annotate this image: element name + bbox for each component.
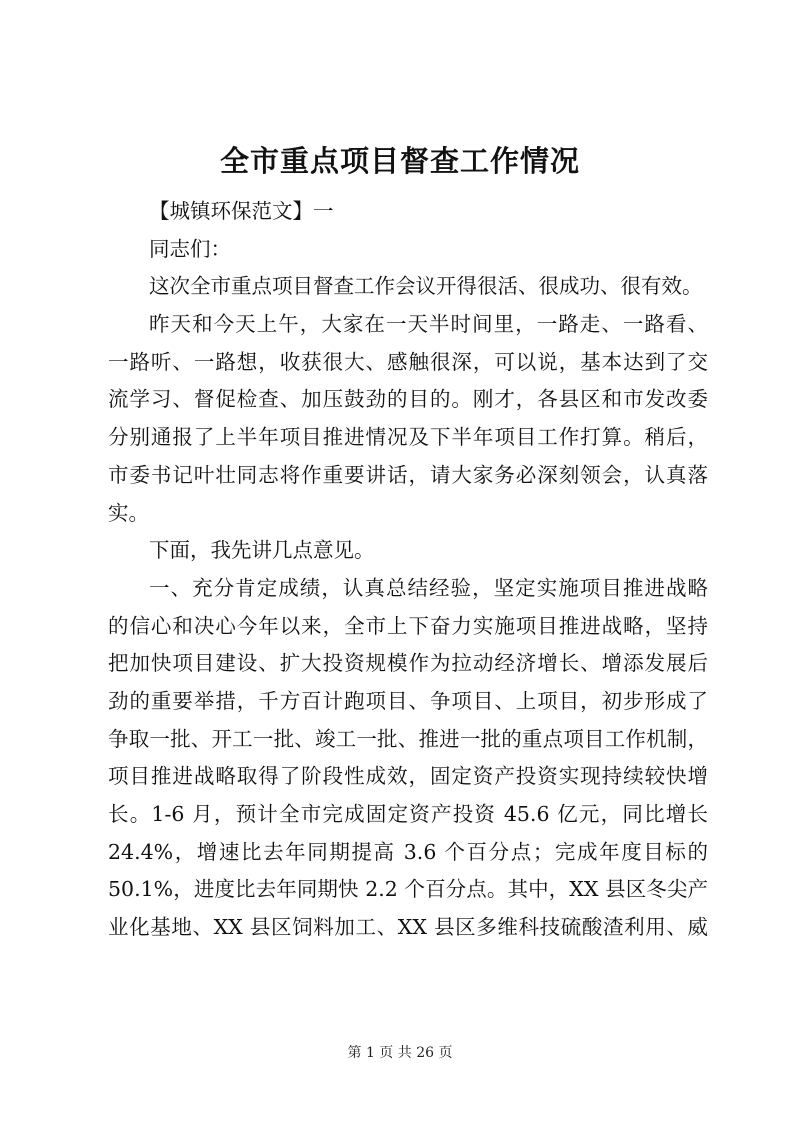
document-body <box>108 193 708 947</box>
paragraph-line: 业化基地、XX 县区饲料加工、XX 县区多维科技硫酸渣利用、威 <box>108 915 708 940</box>
paragraph-line: 24.4%，增速比去年同期提高 3.6 个百分点；完成年度目标的 <box>108 839 708 864</box>
page-number-footer: 第 1 页 共 26 页 <box>347 1045 453 1061</box>
salutation: 同志们： <box>149 236 231 261</box>
paragraph-line: 50.1%，进度比去年同期快 2.2 个百分点。其中，XX 县区冬尖产 <box>108 877 708 902</box>
paragraph-line: 分别通报了上半年项目推进情况及下半年项目工作打算。稍后， <box>108 425 708 450</box>
paragraph-line: 一、充分肯定成绩，认真总结经验，坚定实施项目推进战略 <box>149 575 708 600</box>
paragraph-line: 流学习、督促检查、加压鼓劲的目的。刚才，各县区和市发改委 <box>108 387 708 412</box>
paragraph-line: 实。 <box>108 500 149 525</box>
document-title: 全市重点项目督查工作情况 <box>219 144 580 178</box>
section-label: 【城镇环保范文】一 <box>149 199 334 223</box>
paragraph-line: 把加快项目建设、扩大投资规模作为拉动经济增长、增添发展后 <box>108 651 708 676</box>
paragraph-line: 劲的重要举措，千方百计跑项目、争项目、上项目，初步形成了 <box>108 688 708 713</box>
paragraph-line: 一路听、一路想，收获很大、感触很深，可以说，基本达到了交 <box>108 349 708 374</box>
paragraph-line: 昨天和今天上午，大家在一天半时间里，一路走、一路看、 <box>149 312 708 337</box>
paragraph-line: 市委书记叶壮同志将作重要讲话，请大家务必深刻领会，认真落 <box>108 462 708 487</box>
paragraph-line: 长。1-6 月，预计全市完成固定资产投资 45.6 亿元，同比增长 <box>108 802 708 826</box>
paragraph-line: 的信心和决心今年以来，全市上下奋力实施项目推进战略，坚持 <box>108 613 708 638</box>
paragraph-line: 下面，我先讲几点意见。 <box>149 538 375 563</box>
paragraph-line: 争取一批、开工一批、竣工一批、推进一批的重点项目工作机制， <box>108 726 708 751</box>
paragraph-line: 项目推进战略取得了阶段性成效，固定资产投资实现持续较快增 <box>108 764 708 789</box>
paragraph-line: 这次全市重点项目督查工作会议开得很活、很成功、很有效。 <box>149 274 703 299</box>
